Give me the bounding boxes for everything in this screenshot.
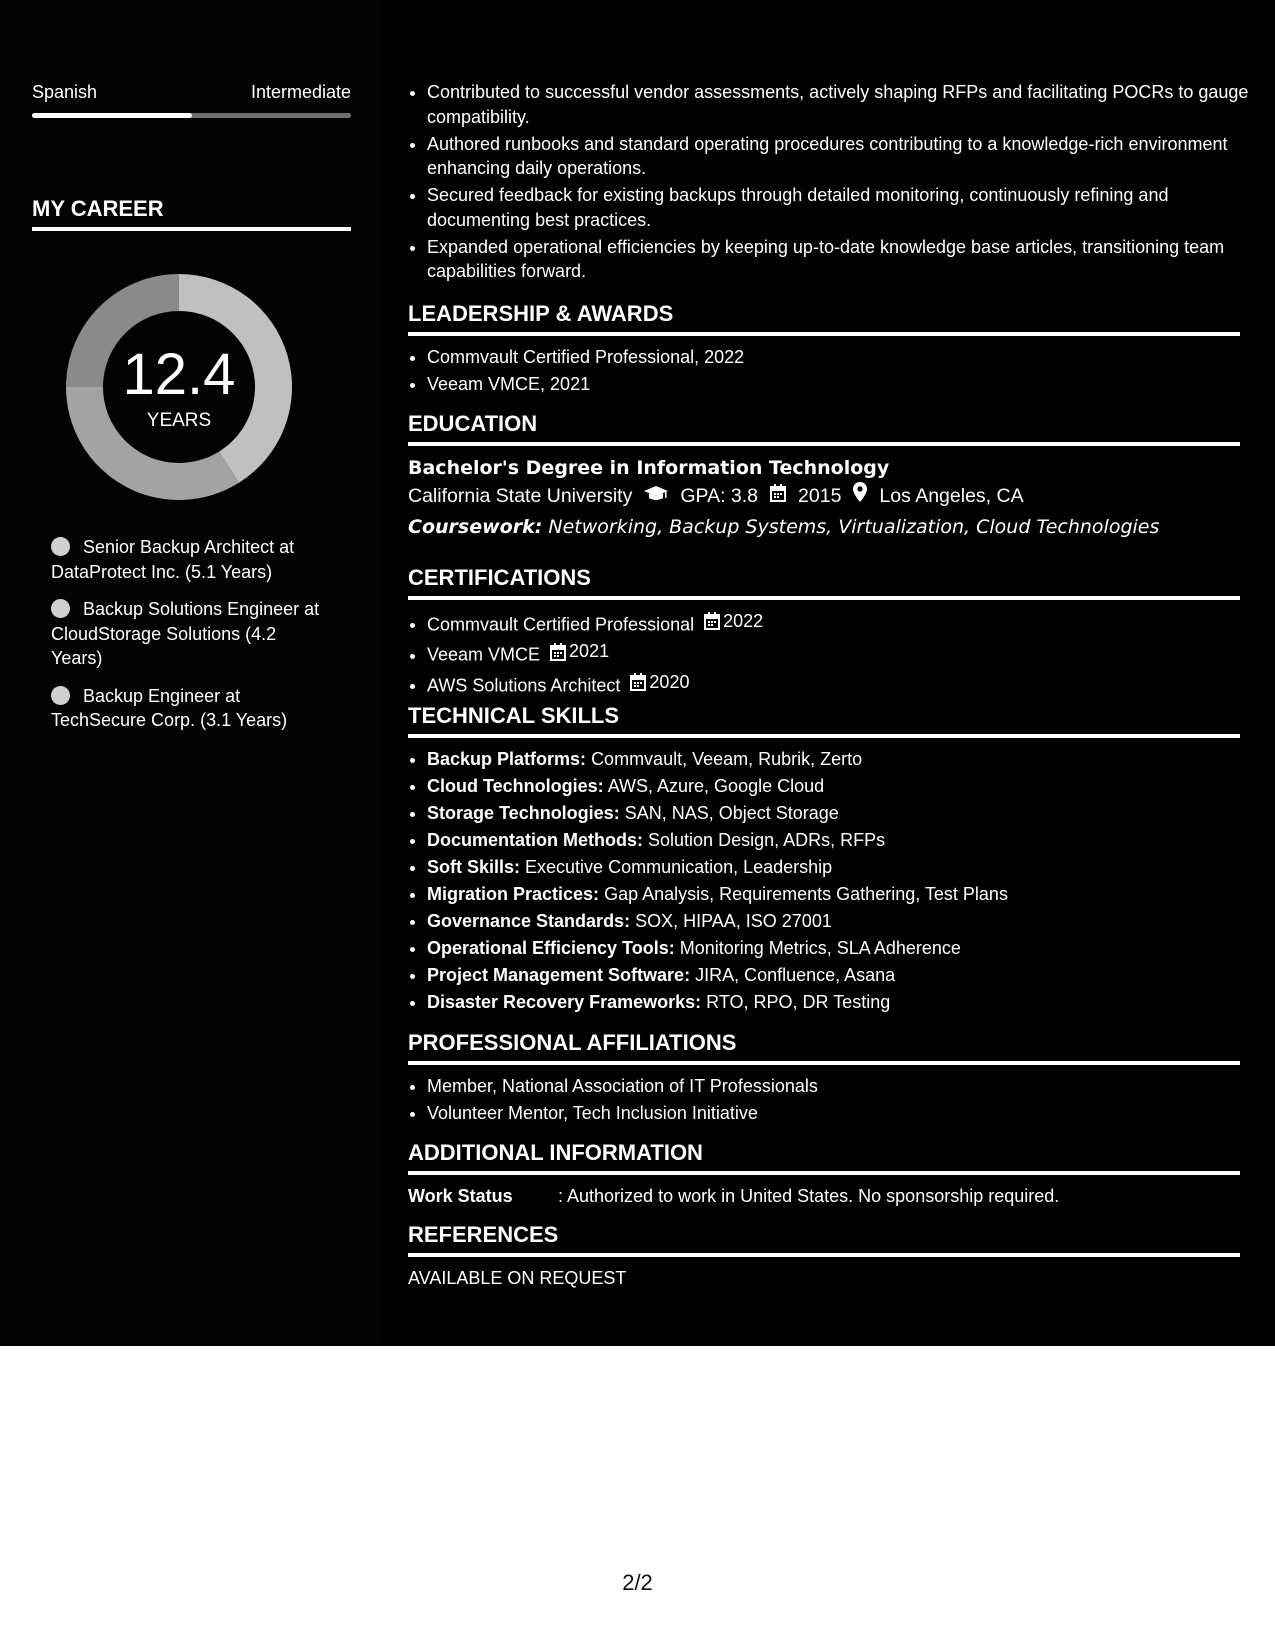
career-list — [51, 535, 321, 746]
leadership-section — [408, 300, 1240, 399]
certification-date — [550, 639, 609, 664]
skills-list — [408, 747, 1240, 1015]
leadership-item: • Commvault Certified Professional, 2022 — [427, 345, 1240, 370]
certification-name: Commvault Certified Professional — [427, 614, 695, 635]
calendar-icon — [550, 643, 566, 661]
skill-item — [427, 909, 1240, 934]
certification-name: AWS Solutions Architect — [427, 674, 621, 695]
coursework — [408, 511, 1240, 543]
skill-value: AWS, Azure, Google Cloud — [607, 776, 825, 796]
skill-value: Gap Analysis, Requirements Gathering, Test Plans — [604, 884, 1008, 904]
certification-date — [630, 670, 689, 695]
education-details — [408, 481, 1240, 511]
location-pin-icon — [853, 481, 867, 511]
skill-label: Soft Skills: — [427, 857, 521, 877]
total-years-unit: YEARS — [146, 410, 212, 431]
certifications-list — [408, 609, 1240, 697]
gpa: GPA: 3.8 — [680, 485, 759, 507]
certification-year: 2022 — [723, 611, 764, 631]
certification-year: 2021 — [569, 641, 610, 662]
career-item-text: Backup Solutions Engineer at CloudStorage Solutions (4.2 Years) — [51, 599, 320, 668]
skill-label: Disaster Recovery Frameworks: — [427, 992, 702, 1012]
certification-date — [704, 609, 763, 634]
references-text: AVAILABLE ON REQUEST — [408, 1268, 627, 1288]
skill-item — [427, 855, 1240, 880]
skill-label: Migration Practices: — [427, 884, 600, 904]
sidebar — [0, 0, 380, 1346]
language-level: Intermediate — [250, 82, 351, 102]
experience-bullet: • Contributed to successful vendor assessments, actively shaping RFPs and facilitating POCRs to gauge compatibility. — [427, 80, 1259, 129]
skill-value: Solution Design, ADRs, RFPs — [648, 830, 886, 850]
skill-item — [427, 990, 1240, 1015]
affiliations-list — [408, 1074, 1240, 1126]
career-item-text: Backup Engineer at TechSecure Corp. (3.1 Years) — [51, 685, 288, 730]
page-number: 2/2 — [622, 1570, 653, 1595]
skill-item — [427, 747, 1240, 772]
section-heading: CERTIFICATIONS — [408, 564, 1240, 600]
section-heading: LEADERSHIP & AWARDS — [408, 300, 1240, 336]
work-status-value: : Authorized to work in United States. No sponsorship required. — [558, 1186, 1060, 1206]
skill-value: RTO, RPO, DR Testing — [706, 992, 891, 1012]
graduation-year: 2015 — [798, 485, 842, 507]
coursework-text: Networking, Backup Systems, Virtualization, Cloud Technologies — [548, 516, 1160, 538]
skill-label: Backup Platforms: — [427, 749, 587, 769]
experience-bullet: • Expanded operational efficiencies by keeping up-to-date knowledge base articles, transitioning team capabilities forward. — [427, 235, 1259, 284]
affiliation-item: • Member, National Association of IT Professionals — [427, 1074, 1240, 1099]
skill-label: Governance Standards: — [427, 911, 631, 931]
references-section — [408, 1221, 1240, 1290]
calendar-icon — [770, 481, 786, 511]
section-heading: ADDITIONAL INFORMATION — [408, 1139, 1240, 1175]
skill-label: Project Management Software: — [427, 965, 691, 985]
language-proficiency-bar — [32, 113, 351, 118]
certifications-section — [408, 564, 1240, 700]
leadership-item: • Veeam VMCE, 2021 — [427, 372, 1240, 397]
skill-item — [427, 828, 1240, 853]
skill-item — [427, 801, 1240, 826]
total-years-value: 12.4 — [122, 342, 236, 407]
skill-label: Storage Technologies: — [427, 803, 620, 823]
skill-value: Executive Communication, Leadership — [525, 857, 833, 877]
section-heading: PROFESSIONAL AFFILIATIONS — [408, 1029, 1240, 1065]
bullet-dot-icon — [51, 537, 70, 556]
skill-value: JIRA, Confluence, Asana — [695, 965, 896, 985]
skill-value: Commvault, Veeam, Rubrik, Zerto — [591, 749, 863, 769]
school-name: California State University — [408, 485, 633, 507]
career-item — [51, 535, 321, 584]
certification-year: 2020 — [649, 671, 690, 692]
graduation-cap-icon — [644, 481, 668, 511]
skill-label: Documentation Methods: — [427, 830, 643, 850]
skill-value: SAN, NAS, Object Storage — [624, 803, 839, 823]
coursework-label: Coursework: — [408, 516, 543, 538]
skill-value: Monitoring Metrics, SLA Adherence — [679, 938, 961, 958]
certification-item — [427, 639, 1240, 667]
experience-bullet: • Authored runbooks and standard operating procedures contributing to a knowledge-rich environment enhancing daily operations. — [427, 132, 1259, 181]
bullet-dot-icon — [51, 686, 70, 705]
certification-name: Veeam VMCE — [427, 644, 541, 665]
language-proficiency-fill — [32, 113, 192, 118]
language-name: Spanish — [32, 82, 98, 102]
skill-item — [427, 936, 1240, 961]
skill-item — [427, 963, 1240, 988]
education-section — [408, 410, 1240, 543]
section-heading: EDUCATION — [408, 410, 1240, 446]
section-heading: TECHNICAL SKILLS — [408, 702, 1240, 738]
career-years-donut — [66, 274, 292, 500]
certification-item — [427, 670, 1240, 698]
skill-item — [427, 882, 1240, 907]
work-status-label: Work Status — [408, 1186, 513, 1206]
career-item-text: Senior Backup Architect at DataProtect Inc. (5.1 Years) — [51, 537, 295, 582]
skill-value: SOX, HIPAA, ISO 27001 — [635, 911, 832, 931]
school-location: Los Angeles, CA — [879, 485, 1024, 507]
calendar-icon — [704, 612, 720, 630]
skill-label: Operational Efficiency Tools: — [427, 938, 675, 958]
leadership-list — [408, 345, 1240, 397]
additional-info-section — [408, 1139, 1240, 1208]
affiliation-item: • Volunteer Mentor, Tech Inclusion Initiative — [427, 1101, 1240, 1126]
certification-item — [427, 609, 1240, 637]
skills-section — [408, 702, 1240, 1017]
career-item — [51, 684, 321, 733]
affiliations-section — [408, 1029, 1240, 1128]
experience-bullets — [408, 80, 1259, 286]
career-item — [51, 597, 321, 671]
skill-item — [427, 774, 1240, 799]
experience-bullet: • Secured feedback for existing backups through detailed monitoring, continuously refining and documenting best practices. — [427, 183, 1259, 232]
career-heading: MY CAREER — [32, 196, 351, 231]
section-heading: REFERENCES — [408, 1221, 1240, 1257]
work-status-row — [408, 1184, 1240, 1208]
skill-label: Cloud Technologies: — [427, 776, 604, 796]
degree-title: Bachelor's Degree in Information Technology — [408, 457, 890, 479]
bullet-dot-icon — [51, 599, 70, 618]
calendar-icon — [630, 673, 646, 691]
